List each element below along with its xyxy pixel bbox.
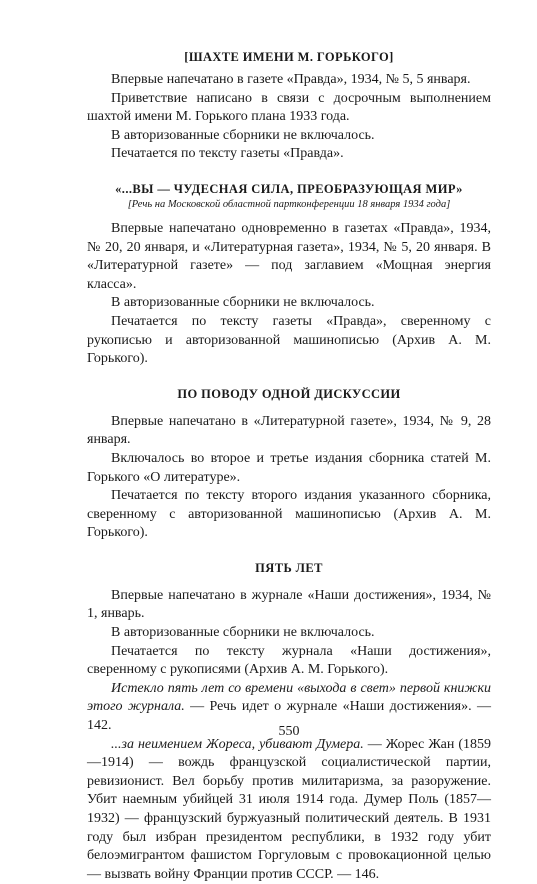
paragraph: Впервые напечатано одновременно в газетах «Правда», 1934, № 20, 20 января, и «Литературная газета», 1934, № 5, 20 января. В «Литературной газете» — под заглавием «Мощная энергия класса». bbox=[87, 220, 491, 292]
paragraph: Включалось во второе и третье издания сборника статей М. Горького «О литературе». bbox=[87, 450, 491, 485]
section-gorky-mine bbox=[87, 48, 491, 164]
paragraph: Печатается по тексту журнала «Наши достижения», сверенному с рукописями (Архив А. М. Горького). bbox=[87, 643, 491, 678]
paragraph: В авторизованные сборники не включалось. bbox=[111, 295, 375, 311]
note-paragraph bbox=[87, 736, 491, 884]
paragraph: Печатается по тексту газеты «Правда». bbox=[111, 146, 344, 162]
paragraph: В авторизованные сборники не включалось. bbox=[111, 625, 375, 641]
section-title: «...ВЫ — ЧУДЕСНАЯ СИЛА, ПРЕОБРАЗУЮЩАЯ МИР» bbox=[115, 181, 463, 196]
section-title: ПЯТЬ ЛЕТ bbox=[255, 560, 323, 575]
note-text: — Жорес Жан (1859—1914) — вождь французской социалистической партии, ревизионист. Вел борьбу против милитаризма, за разоружение. Убит наемным убийцей 31 июля 1914 года. Думер Поль (1857—1932) — французский буржуазный политический деятель. В 1931 году был избран президентом республики, в 1932 году убит белоэмигрантом фашистом Горгуловым с провокационной целью — вызвать войну Франции против СССР. — 146. bbox=[87, 736, 491, 882]
section-title: [ШАХТЕ ИМЕНИ М. ГОРЬКОГО] bbox=[184, 50, 394, 64]
section-title: ПО ПОВОДУ ОДНОЙ ДИСКУССИИ bbox=[177, 386, 401, 401]
section-discussion bbox=[87, 385, 491, 543]
section-subtitle: [Речь на Московской областной партконференции 18 января 1934 года] bbox=[127, 198, 451, 210]
paragraph: Впервые напечатано в газете «Правда», 1934, № 5, 5 января. bbox=[111, 72, 471, 87]
text-column bbox=[87, 48, 491, 884]
note-quote: ...за неимением Жореса, убивают Думера. bbox=[111, 736, 364, 752]
page-number: 550 bbox=[278, 724, 300, 739]
section-five-years bbox=[87, 559, 491, 884]
note-quote: Истекло пять лет со времени «выхода в свет» первой книжки этого журнала. bbox=[87, 680, 491, 715]
section-wonderful-force bbox=[87, 180, 491, 369]
paragraph: Приветствие написано в связи с досрочным выполнением шахтой имени М. Горького плана 1933 года. bbox=[87, 90, 491, 125]
paragraph: Печатается по тексту газеты «Правда», сверенному с рукописью и авторизованной машинописью (Архив А. М. Горького). bbox=[87, 313, 491, 367]
paragraph: В авторизованные сборники не включалось. bbox=[111, 127, 375, 143]
note-text: — Речь идет о журнале «Наши достижения». — 142. bbox=[87, 699, 491, 734]
paragraph: Печатается по тексту второго издания указанного сборника, сверенному с авторизованной машинописью (Архив А. М. Горького). bbox=[87, 488, 491, 541]
paragraph: Впервые напечатано в журнале «Наши достижения», 1934, № 1, январь. bbox=[87, 587, 491, 622]
paragraph: Впервые напечатано в «Литературной газете», 1934, № 9, 28 января. bbox=[87, 413, 491, 448]
